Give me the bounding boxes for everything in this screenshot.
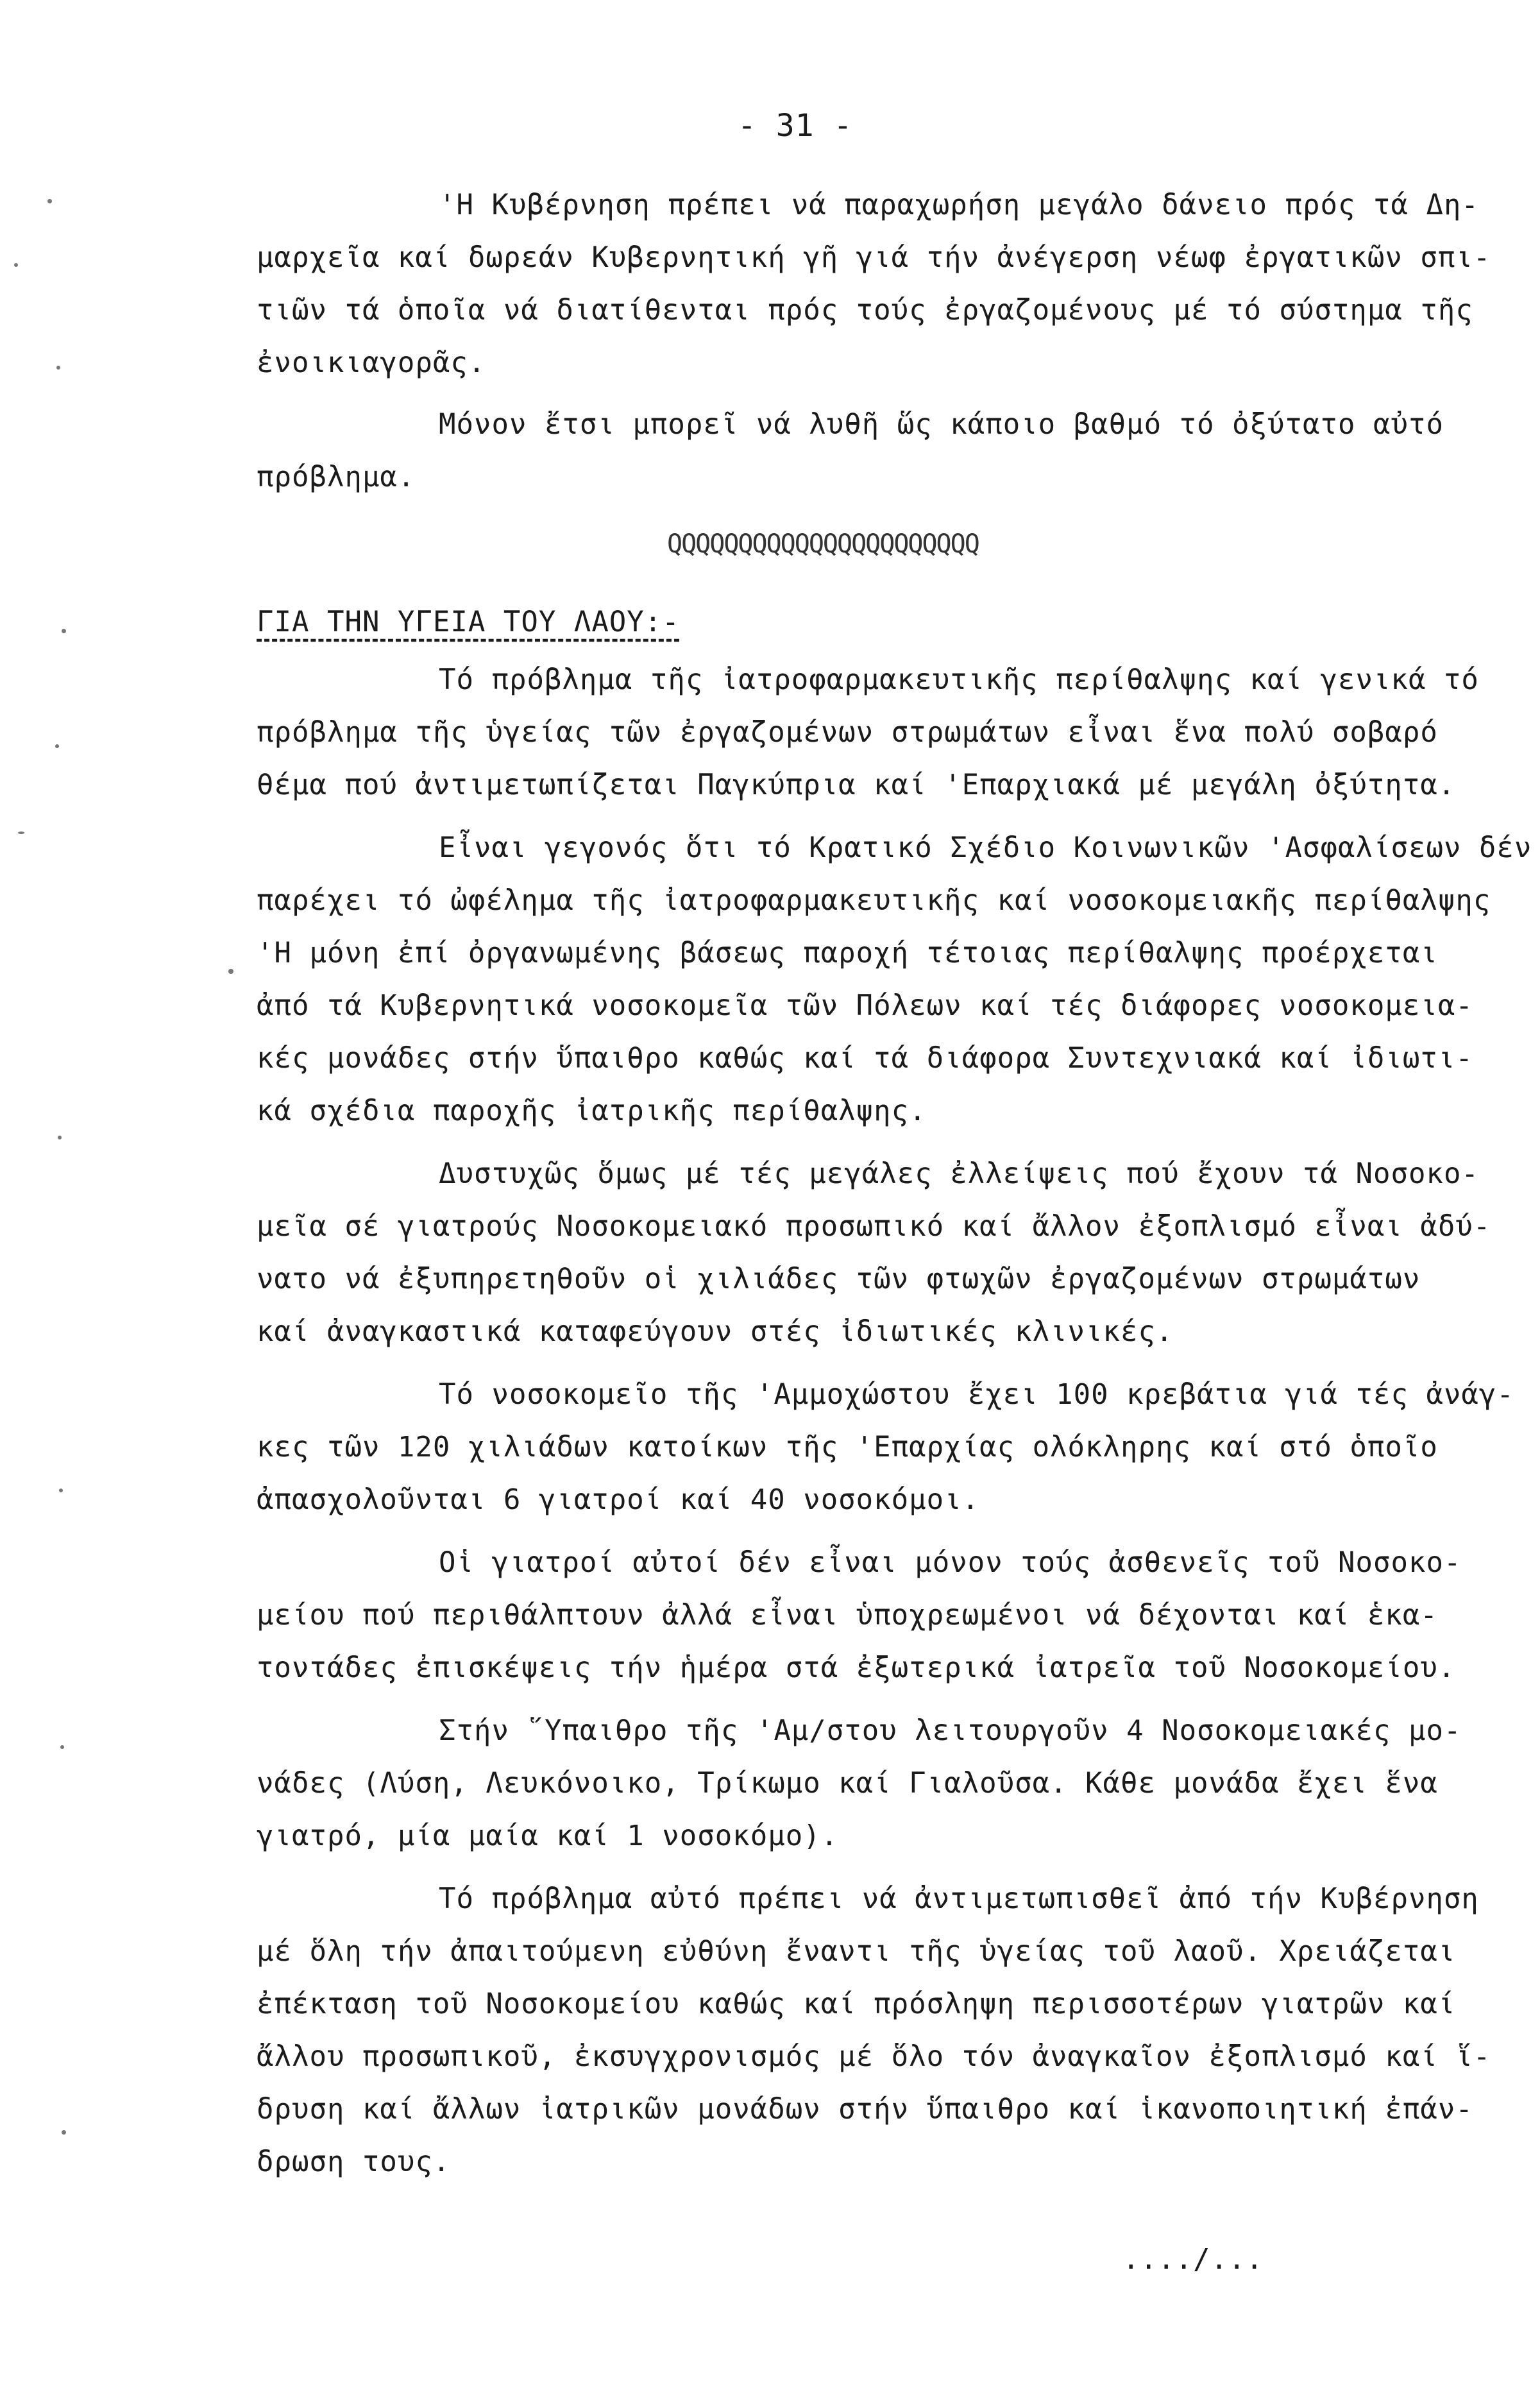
- body-line: δρυση καί ἄλλων ἰατρικῶν μονάδων στήν ὕπαιθρο καί ἱκανοποιητική ἐπάν-: [257, 2093, 1473, 2126]
- body-line: Δυστυχῶς ὅμως μέ τές μεγάλες ἐλλείψεις πού ἔχουν τά Νοσοκο-: [439, 1157, 1479, 1190]
- body-line: μείου πού περιθάλπτουν ἀλλά εἶναι ὑποχρεωμένοι νά δέχονται καί ἑκα-: [257, 1599, 1438, 1632]
- body-line: ἄλλου προσωπικοῦ, ἐκσυγχρονισμός μέ ὅλο τόν ἀναγκαῖον ἐξοπλισμό καί ἵ-: [257, 2040, 1491, 2073]
- body-line: νατο νά ἐξυπηρετηθοῦν οἱ χιλιάδες τῶν φτωχῶν ἐργαζομένων στρωμάτων: [257, 1263, 1421, 1295]
- body-line: τιῶν τά ὁποῖα νά διατίθενται πρός τούς ἐργαζομένους μέ τό σύστημα τῆς: [257, 294, 1473, 327]
- scan-speck: [62, 2130, 66, 2135]
- body-line: κές μονάδες στήν ὕπαιθρο καθώς καί τά διάφορα Συντεχνιακά καί ἰδιωτι-: [257, 1042, 1473, 1075]
- body-line: μέ ὅλη τήν ἀπαιτούμενη εὐθύνη ἔναντι τῆς ὑγείας τοῦ λαοῦ. Χρειάζεται: [257, 1935, 1456, 1968]
- body-line: πρόβλημα.: [257, 461, 416, 493]
- body-line: κά σχέδια παροχῆς ἰατρικῆς περίθαλψης.: [257, 1095, 927, 1127]
- body-line: Οἱ γιατροί αὐτοί δέν εἶναι μόνον τούς ἀσθενεῖς τοῦ Νοσοκο-: [439, 1546, 1462, 1579]
- body-line: Τό πρόβλημα τῆς ἰατροφαρμακευτικῆς περίθαλψης καί γενικά τό: [439, 663, 1479, 696]
- body-line: καί ἀναγκαστικά καταφεύγουν στές ἰδιωτικές κλινικές.: [257, 1315, 1174, 1348]
- body-line: ἐνοικιαγορᾶς.: [257, 346, 486, 379]
- scan-speck: [228, 969, 233, 974]
- section-heading: ΓΙΑ ΤΗΝ ΥΓΕΙΑ ΤΟΥ ΛΑΟΥ:-: [257, 606, 680, 638]
- body-line: Στήν ῞Υπαιθρο τῆς 'Αμ/στου λειτουργοῦν 4 Νοσοκομειακές μο-: [439, 1714, 1462, 1747]
- body-line: Εἶναι γεγονός ὅτι τό Κρατικό Σχέδιο Κοινωνικῶν 'Ασφαλίσεων δέν: [439, 832, 1532, 864]
- separator-line: QQQQQQQQQQQQQQQQQQQQQQ: [667, 529, 979, 559]
- body-line: ἐπέκταση τοῦ Νοσοκομείου καθώς καί πρόσληψη περισσοτέρων γιατρῶν καί: [257, 1988, 1456, 2020]
- scan-speck: [47, 199, 52, 203]
- body-line: θέμα πού ἀντιμετωπίζεται Παγκύπρια καί 'Επαρχιακά μέ μεγάλη ὀξύτητα.: [257, 769, 1456, 801]
- body-line: δρωση τους.: [257, 2145, 451, 2178]
- continuation-mark: ..../...: [1122, 2243, 1264, 2276]
- scan-speck: [56, 366, 60, 370]
- body-line: 'Η Κυβέρνηση πρέπει νά παραχωρήση μεγάλο δάνειο πρός τά Δη-: [439, 189, 1479, 221]
- body-line: Τό νοσοκομεῖο τῆς 'Αμμοχώστου ἔχει 100 κρεβάτια γιά τές ἀνάγ-: [439, 1378, 1514, 1411]
- scan-speck: [55, 744, 59, 748]
- scan-speck: [62, 629, 66, 633]
- scan-speck: [14, 263, 18, 267]
- body-line: Τό πρόβλημα αὐτό πρέπει νά ἀντιμετωπισθεῖ ἀπό τήν Κυβέρνηση: [439, 1882, 1479, 1915]
- scan-speck: [18, 832, 24, 834]
- body-line: παρέχει τό ὠφέλημα τῆς ἰατροφαρμακευτικῆς καί νοσοκομειακῆς περίθαλψης: [257, 884, 1491, 917]
- scan-speck: [59, 1489, 63, 1492]
- body-line: Μόνον ἔτσι μπορεῖ νά λυθῆ ὥς κάποιο βαθμό τό ὀξύτατο αὐτό: [439, 408, 1444, 441]
- scan-speck: [60, 1745, 64, 1749]
- page-number: - 31 -: [738, 108, 853, 144]
- body-line: ἀπασχολοῦνται 6 γιατροί καί 40 νοσοκόμοι.: [257, 1483, 980, 1516]
- body-line: κες τῶν 120 χιλιάδων κατοίκων τῆς 'Επαρχίας ολόκληρης καί στό ὁποῖο: [257, 1431, 1438, 1463]
- body-line: μεῖα σέ γιατρούς Νοσοκομειακό προσωπικό καί ἄλλον ἐξοπλισμό εἶναι ἀδύ-: [257, 1210, 1491, 1243]
- body-line: πρόβλημα τῆς ὑγείας τῶν ἐργαζομένων στρωμάτων εἶναι ἕνα πολύ σοβαρό: [257, 716, 1438, 749]
- scan-speck: [58, 1136, 62, 1139]
- body-line: τοντάδες ἐπισκέψεις τήν ἡμέρα στά ἐξωτερικά ἰατρεῖα τοῦ Νοσοκομείου.: [257, 1651, 1456, 1684]
- body-line: γιατρό, μία μαία καί 1 νοσοκόμο).: [257, 1820, 839, 1852]
- body-line: ἀπό τά Κυβερνητικά νοσοκομεῖα τῶν Πόλεων καί τές διάφορες νοσοκομεια-: [257, 989, 1473, 1022]
- body-line: μαρχεῖα καί δωρεάν Κυβερνητική γῆ γιά τήν ἀνέγερση νέωφ ἐργατικῶν σπι-: [257, 241, 1491, 274]
- body-line: νάδες (Λύση, Λευκόνοικο, Τρίκωμο καί Γιαλοῦσα. Κάθε μονάδα ἔχει ἕνα: [257, 1767, 1438, 1800]
- body-line: 'Η μόνη ἐπί ὀργανωμένης βάσεως παροχή τέτοιας περίθαλψης προέρχεται: [257, 937, 1438, 969]
